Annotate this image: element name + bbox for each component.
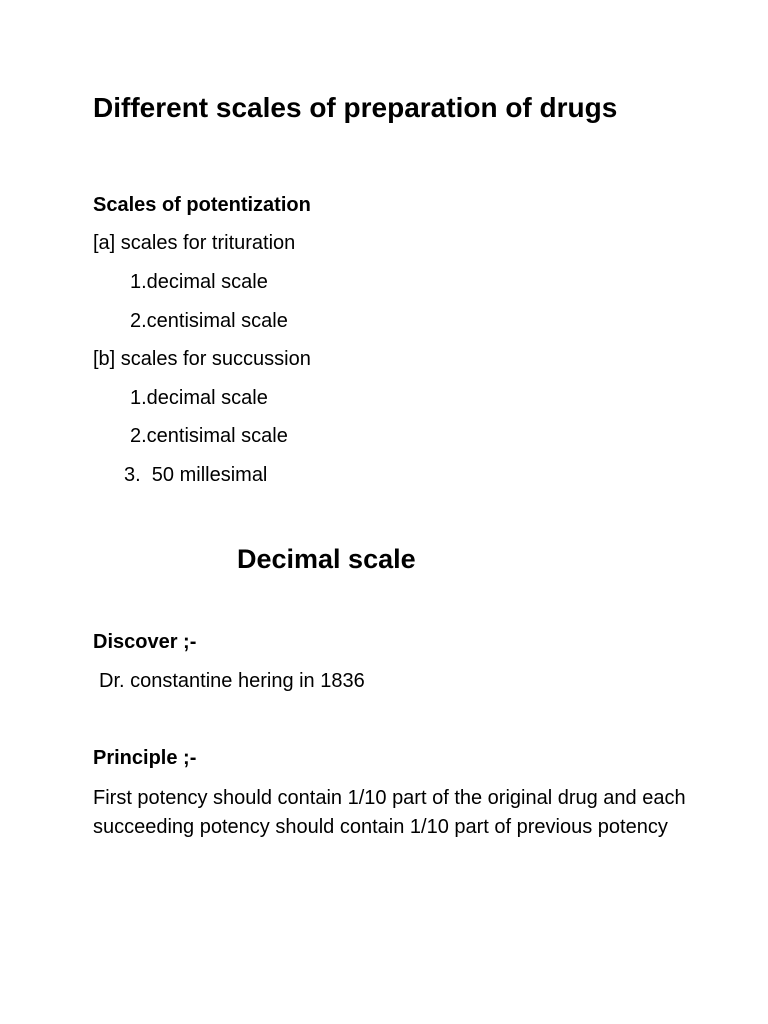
succussion-item-decimal: 1.decimal scale	[130, 387, 268, 409]
discover-text: Dr. constantine hering in 1836	[99, 670, 365, 692]
discover-label: Discover ;-	[93, 631, 197, 653]
principle-label: Principle ;-	[93, 747, 197, 769]
decimal-scale-heading: Decimal scale	[237, 544, 416, 574]
principle-text: First potency should contain 1/10 part of the original drug and each succeeding potency should contain 1/10 part of previous potency	[93, 787, 686, 838]
scales-trituration-heading: [a] scales for trituration	[93, 232, 296, 254]
trituration-item-centisimal: 2.centisimal scale	[130, 310, 288, 332]
succussion-item-centisimal: 2.centisimal scale	[130, 425, 288, 447]
succussion-item-millesimal: 3. 50 millesimal	[124, 464, 268, 486]
scales-succussion-heading: [b] scales for succussion	[93, 348, 311, 370]
trituration-item-decimal: 1.decimal scale	[130, 271, 268, 293]
document-title: Different scales of preparation of drugs	[93, 92, 618, 123]
potentization-heading: Scales of potentization	[93, 194, 311, 216]
